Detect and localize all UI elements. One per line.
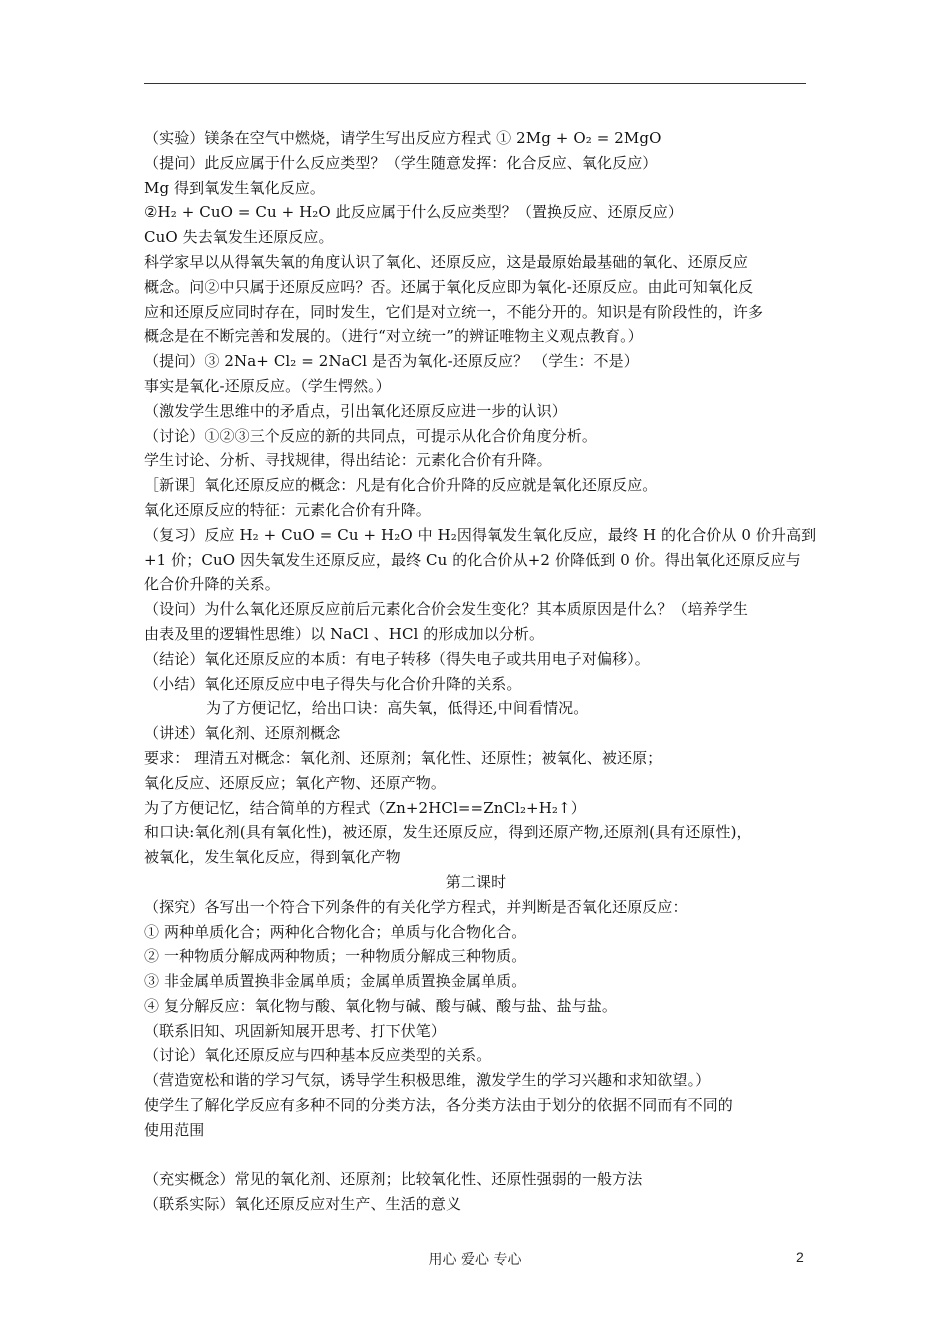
text-line: （联系旧知、巩固新知展开思考、打下伏笔） bbox=[144, 1021, 447, 1040]
text-line: 要求： 理清五对概念：氧化剂、还原剂；氧化性、还原性；被氧化、被还原； bbox=[144, 748, 663, 767]
text-line: ② 一种物质分解成两种物质；一种物质分解成三种物质。 bbox=[144, 947, 527, 966]
header-rule bbox=[144, 83, 806, 84]
text-line: 由表及里的逻辑性思维）以 NaCl 、HCl 的形成加以分析。 bbox=[144, 624, 545, 643]
text-line: +1 价；CuO 因失氧发生还原反应，最终 Cu 的化合价从+2 价降低到 0 价。得出氧化还原反应与 bbox=[144, 550, 801, 569]
page-number: 2 bbox=[796, 1249, 804, 1265]
text-line: （联系实际）氧化还原反应对生产、生活的意义 bbox=[144, 1195, 462, 1214]
text-line: 概念。问②中只属于还原反应吗？否。还属于氧化反应即为氧化-还原反应。由此可知氧化反 bbox=[144, 277, 754, 296]
text-line: （探究）各写出一个符合下列条件的有关化学方程式，并判断是否氧化还原反应： bbox=[144, 897, 688, 916]
text-line: （实验）镁条在空气中燃烧，请学生写出反应方程式 ① 2Mg + O₂ = 2MgO bbox=[144, 129, 662, 147]
text-line: ②H₂ + CuO = Cu + H₂O 此反应属于什么反应类型？（置换反应、还原反应） bbox=[144, 203, 683, 222]
text-line: ④ 复分解反应：氧化物与酸、氧化物与碱、酸与碱、酸与盐、盐与盐。 bbox=[144, 996, 617, 1015]
text-line: （讨论）氧化还原反应与四种基本反应类型的关系。 bbox=[144, 1046, 492, 1065]
text-line: （充实概念）常见的氧化剂、还原剂；比较氧化性、还原性强弱的一般方法 bbox=[144, 1170, 643, 1189]
text-line: （营造宽松和谐的学习气氛，诱导学生积极思维，激发学生的学习兴趣和求知欲望。） bbox=[144, 1071, 711, 1090]
text-line: 被氧化，发生氧化反应，得到氧化产物 bbox=[144, 848, 401, 867]
text-line: 学生讨论、分析、寻找规律，得出结论：元素化合价有升降。 bbox=[144, 451, 552, 470]
text-line: 氧化还原反应的特征：元素化合价有升降。 bbox=[144, 500, 431, 519]
text-line: 使学生了解化学反应有多种不同的分类方法，各分类方法由于划分的依据不同而有不同的 bbox=[144, 1096, 733, 1115]
text-line: （提问）③ 2Na+ Cl₂ = 2NaCl 是否为氧化-还原反应？ （学生：不是） bbox=[144, 352, 639, 371]
text-line: ［新课］氧化还原反应的概念：凡是有化合价升降的反应就是氧化还原反应。 bbox=[144, 476, 658, 495]
text-line: 化合价升降的关系。 bbox=[144, 575, 280, 594]
text-line: （提问）此反应属于什么反应类型？（学生随意发挥：化合反应、氧化反应） bbox=[144, 153, 658, 172]
section-heading: 第二课时 bbox=[445, 872, 507, 891]
footer-motto: 用心 爱心 专心 bbox=[428, 1252, 522, 1268]
text-line: 为了方便记忆，结合简单的方程式（Zn+2HCl==ZnCl₂+H₂↑） bbox=[144, 798, 586, 817]
text-line: 事实是氧化-还原反应。（学生愕然。） bbox=[144, 376, 391, 395]
blank-line bbox=[144, 1143, 808, 1168]
text-line: Mg 得到氧发生氧化反应。 bbox=[144, 178, 326, 197]
text-line: 科学家早以从得氧失氧的角度认识了氧化、还原反应，这是最原始最基础的氧化、还原反应 bbox=[144, 252, 749, 271]
text-line: CuO 失去氧发生还原反应。 bbox=[144, 228, 334, 247]
text-line: （激发学生思维中的矛盾点，引出氧化还原反应进一步的认识） bbox=[144, 401, 567, 420]
text-line: （结论）氧化还原反应的本质：有电子转移（得失电子或共用电子对偏移）。 bbox=[144, 649, 650, 668]
text-line: （设问）为什么氧化还原反应前后元素化合价会发生变化？其本质原因是什么？（培养学生 bbox=[144, 600, 749, 619]
text-line: （讨论）①②③三个反应的新的共同点，可提示从化合价角度分析。 bbox=[144, 426, 598, 445]
text-line-indented: 为了方便记忆，给出口诀：高失氧，低得还,中间看情况。 bbox=[206, 699, 589, 718]
text-line: （小结）氧化还原反应中电子得失与化合价升降的关系。 bbox=[144, 674, 522, 693]
text-line: （讲述）氧化剂、还原剂概念 bbox=[144, 724, 341, 743]
text-line: 氧化反应、还原反应；氧化产物、还原产物。 bbox=[144, 773, 447, 792]
text-line: 概念是在不断完善和发展的。（进行“对立统一”的辨证唯物主义观点教育。） bbox=[144, 327, 643, 346]
text-line: 和口诀:氧化剂(具有氧化性)，被还原，发生还原反应，得到还原产物,还原剂(具有还原性)， bbox=[144, 823, 752, 842]
text-line: （复习）反应 H₂ + CuO = Cu + H₂O 中 H₂因得氧发生氧化反应，最终 H 的化合价从 0 价升高到 bbox=[144, 525, 817, 544]
document-body bbox=[144, 126, 817, 1217]
text-line: ③ 非金属单质置换非金属单质；金属单质置换金属单质。 bbox=[144, 972, 527, 991]
text-line: 应和还原反应同时存在，同时发生，它们是对立统一，不能分开的。知识是有阶段性的，许多 bbox=[144, 302, 764, 321]
text-line: 使用范围 bbox=[144, 1120, 205, 1139]
text-line: ① 两种单质化合；两种化合物化合；单质与化合物化合。 bbox=[144, 922, 527, 941]
